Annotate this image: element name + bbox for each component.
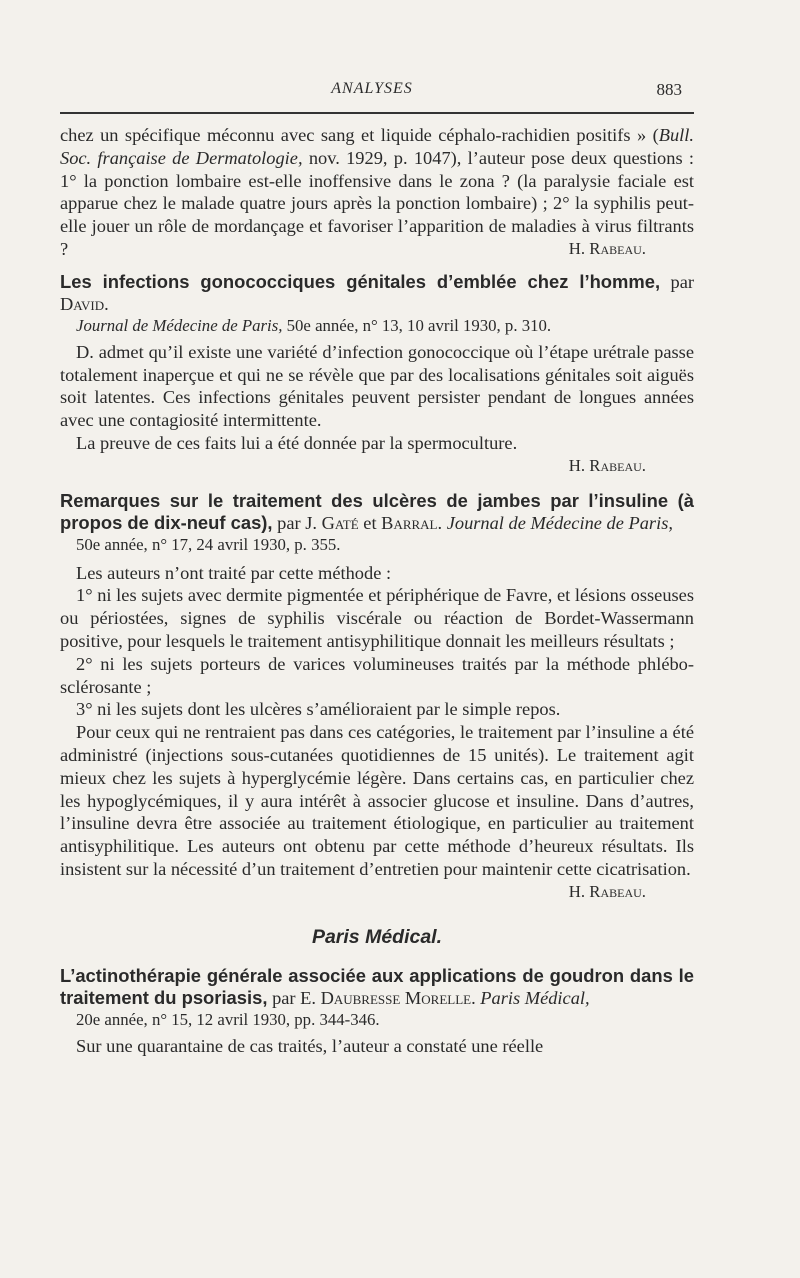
article3-paragraph-2: 1° ni les sujets avec dermite pigmentée et périphérique de Favre, et lésions osseuses ou périostées, signes de syphilis viscérale ou réaction de Bordet-Wassermann positive, pour lesquels le traitement antisyphilitique donnait les meilleurs résultats ; (60, 585, 694, 651)
header-title: ANALYSES (331, 80, 413, 97)
block1-signature: H. Rabeau. (568, 238, 646, 258)
article2-paragraph-1: D. admet qu’il existe une variété d’infection gonococcique où l’étape urétrale passe totalement inaperçue et qui ne se révèle que par des localisations génitales soit aiguës soit latentes. Ces infections génitales peuvent persister pendant de longues années avec une contagiosité intermittente. (60, 341, 694, 431)
page-number: 883 (656, 80, 682, 99)
article3-paragraph-1: Les auteurs n’ont traité par cette méthode : (76, 562, 392, 583)
article2-citation: Journal de Médecine de Paris, 50e année, n° 13, 10 avril 1930, p. 310. (76, 315, 552, 335)
article4-citation: 20e année, n° 15, 12 avril 1930, pp. 344-346. (76, 1009, 380, 1029)
block1-source: Bull. Soc. française de Dermatologie, (60, 125, 694, 168)
running-header (60, 80, 684, 104)
article3-heading: Remarques sur le traitement des ulcères de jambes par l’insuline (à propos de dix-neuf cas), par J. Gaté et Barral. Journal de Médecine de Paris, (60, 489, 694, 533)
article2-signature: H. Rabeau. (568, 455, 646, 475)
page-body (60, 124, 694, 1057)
article4-heading: L’actinothérapie générale associée aux applications de goudron dans le traitement du psoriasis, par E. Daubresse Morelle. Paris Médical, (60, 964, 694, 1008)
header-rule (60, 112, 694, 114)
article2-heading: Les infections gonococciques génitales d’emblée chez l’homme, par David. (60, 270, 694, 314)
article3-paragraph-4: 3° ni les sujets dont les ulcères s’amélioraient par le simple repos. (76, 699, 561, 720)
article3-citation: 50e année, n° 17, 24 avril 1930, p. 355. (76, 534, 341, 554)
article3-paragraph-3: 2° ni les sujets porteurs de varices volumineuses traités par la méthode phlébo-sclérosante ; (60, 653, 694, 697)
article2-paragraph-2: La preuve de ces faits lui a été donnée par la spermoculture. (76, 432, 518, 453)
article4-first-line: Sur une quarantaine de cas traités, l’auteur a constaté une réelle (76, 1035, 544, 1056)
block1-paragraph: chez un spécifique méconnu avec sang et liquide céphalo-rachidien positifs » (Bull. Soc. française de Dermatologie, nov. 1929, p. 1047), l’auteur pose deux questions : 1° la ponction lombaire est-elle inoffensive dans le zona ? (la paralysie faciale est apparue chez le malade quatre jours après la ponction lombaire) ; 2° la syphilis peut-elle jouer un rôle de mordançage et favoriser l’apparition de maladies à virus filtrants ? (60, 125, 694, 259)
article3-signature: H. Rabeau. (568, 881, 646, 901)
section-title: Paris Médical. (311, 925, 443, 948)
article3-paragraph-5: Pour ceux qui ne rentraient pas dans ces catégories, le traitement par l’insuline a été administré (injections sous-cutanées quotidiennes de 15 unités). Le traitement agit mieux chez les sujets à hyperglycémie légère. Dans certains cas, en particulier chez les hypoglycémiques, il y aura intérêt à associer glucose et insuline. Dans d’autres, l’insuline devra être associée au traitement étiologique, en particulier au traitement antisyphilitique. Les auteurs ont obtenu par cette méthode d’heureux résultats. Ils insistent sur la nécessité d’un traitement d’entretien pour maintenir cette cicatrisation. (60, 722, 694, 879)
